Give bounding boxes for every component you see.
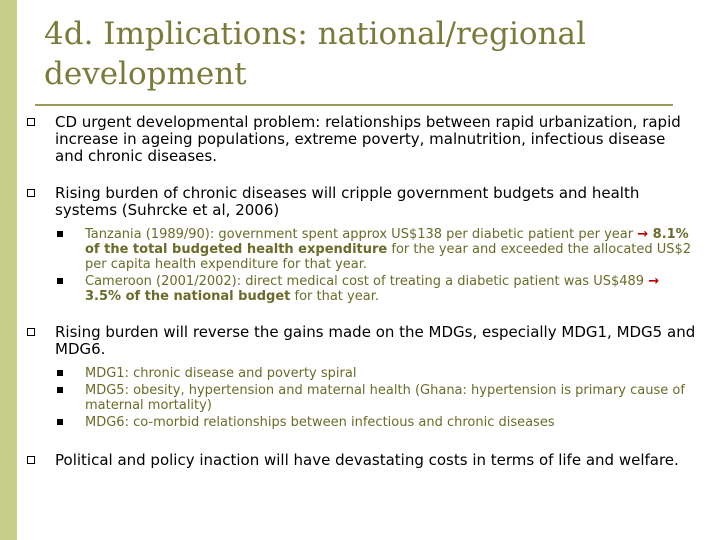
bullet-marker-icon [27,328,35,336]
bullet-marker-icon [27,118,35,126]
sub-bullet-item [53,415,697,430]
bullet-item [27,452,697,469]
sub-bullet-marker-icon [57,231,63,237]
left-accent-bar [0,0,17,540]
bullet-item [27,114,697,165]
sub-bullet-text: for that year. [290,289,379,304]
sub-bullet-text: Cameroon (2001/2002): direct medical cost of treating a diabetic patient was US$489 [85,274,649,289]
bullet-marker-icon [27,456,35,464]
bullet-item [27,185,697,219]
sub-bullet-text: Tanzania (1989/90): government spent approx US$138 per diabetic patient per year [85,227,638,242]
bullet-text: Rising burden will reverse the gains made on the MDGs, especially MDG1, MDG5 and MDG6. [55,323,696,358]
slide-title: 4d. Implications: national/regional development [44,16,586,92]
sub-bullet-text: for the year and exceeded the allocated US$2 per capita health expenditure for that year. [85,242,692,272]
highlight-text: 3.5% of the national budget [85,289,291,304]
bullet-item [27,324,697,358]
bullet-marker-icon [27,189,35,197]
bullet-text: Rising burden of chronic diseases will cripple government budgets and health systems (Suhrcke et al, 2006) [55,184,640,219]
bullet-text: CD urgent developmental problem: relationships between rapid urbanization, rapid increase in ageing populations, extreme poverty, malnutrition, infectious disease and chronic diseases. [55,113,681,165]
arrow-icon: → [648,274,660,289]
sub-bullet-item [53,227,697,272]
sub-bullet-marker-icon [57,370,63,376]
title-underline [35,104,673,106]
arrow-icon: → [637,227,649,242]
sub-bullet-item [53,366,697,381]
sub-bullet-text: MDG6: co-morbid relationships between infectious and chronic diseases [85,415,555,430]
sub-bullet-marker-icon [57,278,63,284]
sub-bullet-text: MDG1: chronic disease and poverty spiral [85,366,357,381]
sub-bullet-item [53,383,697,413]
sub-bullet-marker-icon [57,419,63,425]
sub-bullet-text: MDG5: obesity, hypertension and maternal health (Ghana: hypertension is primary cause of maternal mortality) [85,383,685,413]
bullet-text: Political and policy inaction will have devastating costs in terms of life and welfare. [55,451,679,469]
sub-bullet-marker-icon [57,387,63,393]
slide-content [27,112,697,469]
sub-bullet-item [53,274,697,304]
highlight-text: 8.1% of the total budgeted health expenditure [85,227,689,257]
